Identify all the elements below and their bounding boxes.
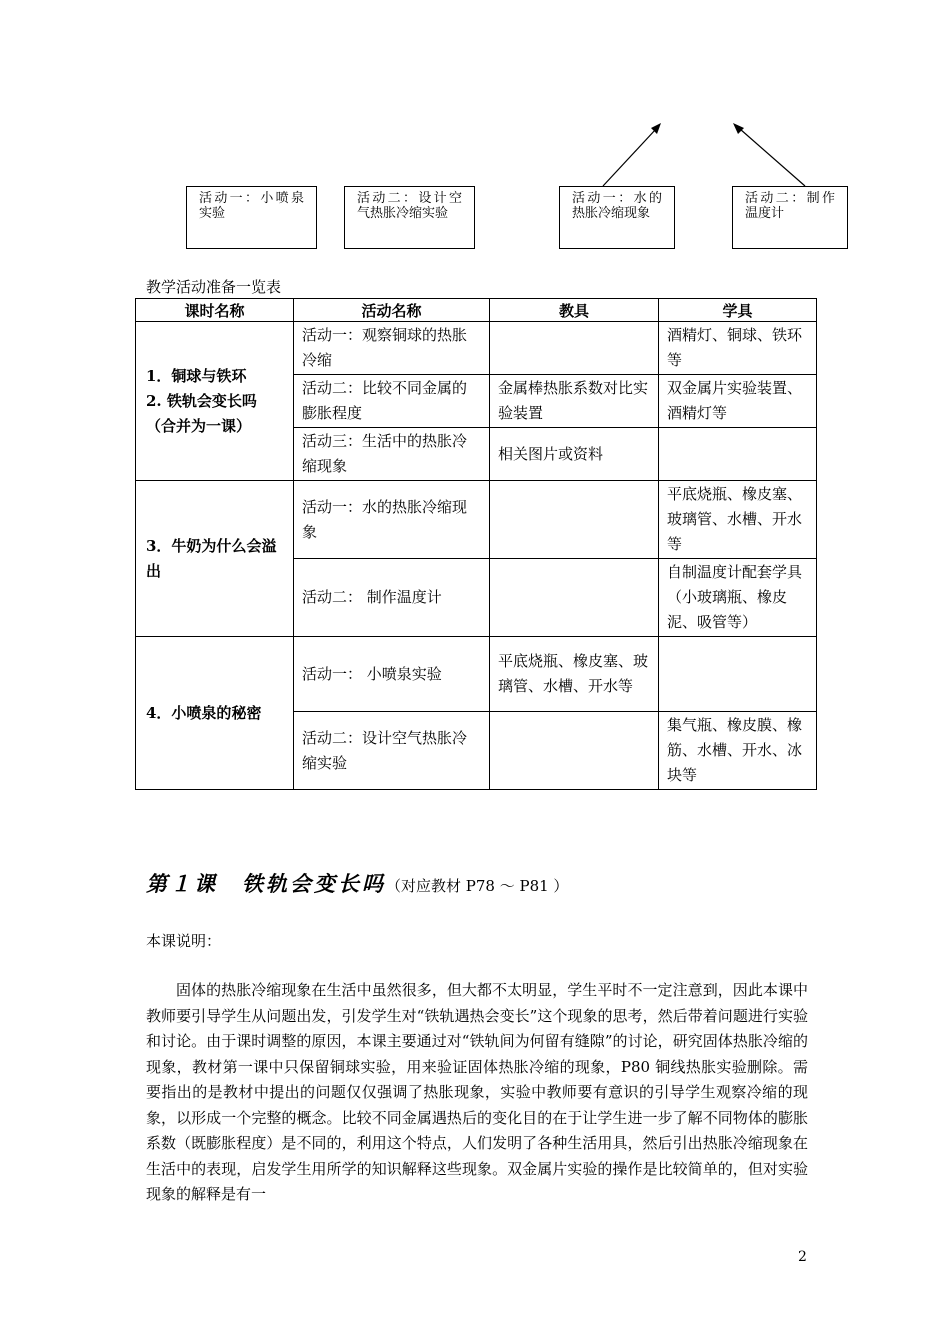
diagram-box-water [559, 186, 675, 249]
header-activity: 活动名称 [294, 299, 490, 322]
activity-cell: 活动二：设计空气热胀冷缩实验 [294, 712, 490, 790]
lesson-heading [146, 868, 568, 898]
box-text-line: 气热胀冷缩实验 [357, 206, 449, 221]
teaching-aids-cell: 平底烧瓶、橡皮塞、玻璃管、水槽、开水等 [490, 637, 659, 712]
lesson-line: 2. 铁轨会变长吗 [146, 391, 257, 410]
preparation-table [135, 298, 817, 790]
page-number: 2 [798, 1249, 807, 1265]
box-text-line: 温度计 [745, 206, 785, 221]
header-teaching-aids: 教具 [490, 299, 659, 322]
teaching-aids-cell [490, 322, 659, 375]
student-aids-cell: 酒精灯、铜球、铁环等 [659, 322, 817, 375]
student-aids-cell [659, 428, 817, 481]
student-aids-cell [659, 637, 817, 712]
table-caption: 教学活动准备一览表 [146, 278, 282, 296]
table-header-row [136, 299, 817, 322]
box-text-line: 热胀冷缩现象 [572, 206, 651, 221]
box-text-line: 活动二：设计空 [357, 191, 462, 206]
activity-cell: 活动二： 制作温度计 [294, 559, 490, 637]
textbook-reference: （对应教材 P78 ～ P81 ） [386, 877, 569, 895]
student-aids-cell: 双金属片实验装置、酒精灯等 [659, 375, 817, 428]
arrow-right [740, 129, 805, 186]
lesson-cell [136, 322, 294, 481]
body-paragraph: 固体的热胀冷缩现象在生活中虽然很多，但大都不太明显，学生平时不一定注意到，因此本课中教师要引导学生从问题出发，引发学生对“铁轨遇热会变长”这个现象的思考，然后带着问题进行实验和讨论。由于课时调整的原因，本课主要通过对“铁轨间为何留有缝隙”的讨论，研究固体热胀冷缩的现象，教材第一课中只保留铜球实验，用来验证固体热胀冷缩的现象，P80 铜线热胀实验删除。需要指出的是教材中提出的问题仅仅强调了热胀现象，实验中教师要有意识的引导学生观察冷缩的现象，以形成一个完整的概念。比较不同金属遇热后的变化目的在于让学生进一步了解不同物体的膨胀系数（既膨胀程度）是不同的，利用这个特点，人们发明了各种生活用具，然后引出热胀冷缩现象在生活中的表现，启发学生用所学的知识解释这些现象。双金属片实验的操作是比较简单的，但对实验现象的解释是有一 [146, 981, 808, 1203]
teaching-aids-cell: 相关图片或资料 [490, 428, 659, 481]
activity-cell: 活动一：观察铜球的热胀冷缩 [294, 322, 490, 375]
box-text-line: 活动一：小喷泉 [199, 191, 304, 206]
lesson-line: 3．牛奶为什么会溢出 [146, 536, 277, 580]
table-row [136, 322, 817, 375]
header-student-aids: 学具 [659, 299, 817, 322]
student-aids-cell: 平底烧瓶、橡皮塞、玻璃管、水槽、开水等 [659, 481, 817, 559]
student-aids-cell: 自制温度计配套学具（小玻璃瓶、橡皮泥、吸管等） [659, 559, 817, 637]
arrow-left [603, 129, 656, 186]
lesson-title: 第１课 铁轨会变长吗 [146, 871, 386, 896]
box-text-line: 活动二：制作 [745, 191, 835, 206]
activity-cell: 活动三：生活中的热胀冷缩现象 [294, 428, 490, 481]
student-aids-cell: 集气瓶、橡皮膜、橡筋、水槽、开水、冰块等 [659, 712, 817, 790]
box-text-line: 实验 [199, 206, 226, 221]
diagram-box-fountain [186, 186, 317, 249]
teaching-aids-cell [490, 559, 659, 637]
activity-cell: 活动一：水的热胀冷缩现象 [294, 481, 490, 559]
lesson-line: 4．小喷泉的秘密 [146, 703, 262, 722]
teaching-aids-cell: 金属棒热胀系数对比实验装置 [490, 375, 659, 428]
intro-label: 本课说明： [146, 932, 222, 950]
table-row [136, 481, 817, 559]
arrow-right-head [733, 123, 744, 134]
activity-cell: 活动二：比较不同金属的膨胀程度 [294, 375, 490, 428]
box-text-line: 活动一：水的 [572, 191, 662, 206]
activity-cell: 活动一： 小喷泉实验 [294, 637, 490, 712]
table-row [136, 637, 817, 712]
lesson-line: 1．铜球与铁环 [146, 366, 247, 385]
diagram-box-air-experiment [344, 186, 475, 249]
header-lesson: 课时名称 [136, 299, 294, 322]
teaching-aids-cell [490, 712, 659, 790]
lesson-line: （合并为一课） [146, 416, 252, 435]
diagram-box-thermometer [732, 186, 848, 249]
teaching-aids-cell [490, 481, 659, 559]
lesson-cell [136, 481, 294, 637]
lesson-cell [136, 637, 294, 790]
